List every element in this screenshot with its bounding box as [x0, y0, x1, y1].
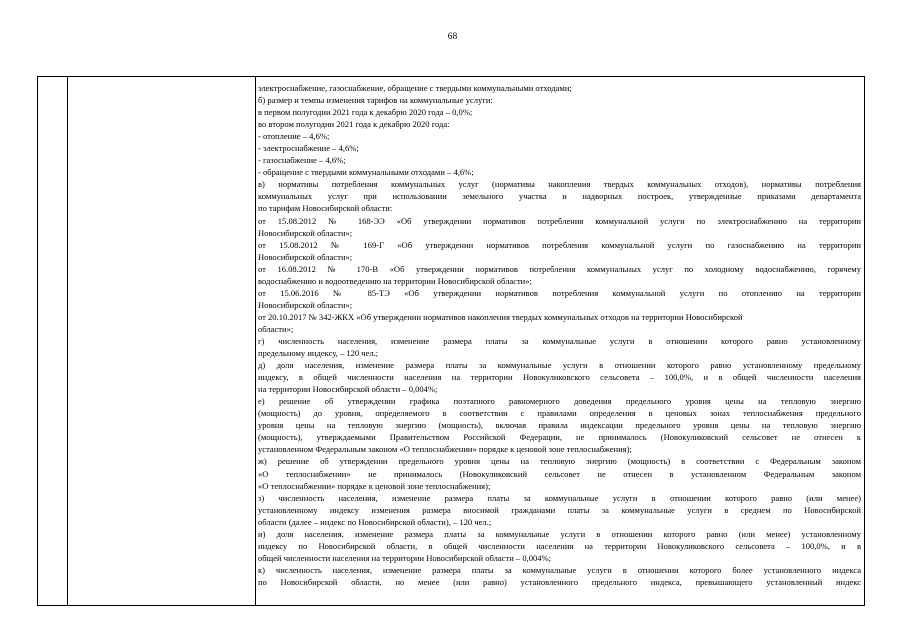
text-line: установленному индексу изменения размера вносимой гражданами платы за коммунальные услуги в среднем по Новосибирской	[258, 504, 861, 515]
page-number: 68	[447, 32, 458, 42]
text-line: водоснабжению и водоотведению на территории Новосибирской области»;	[258, 275, 532, 286]
text-line: от 15.06.2016 № 85-ТЭ «Об утверждении нормативов потребления коммунальной услуги по отоплению на территории	[258, 287, 861, 298]
table-column-divider-1	[67, 77, 68, 605]
text-line: ж) решение об утверждении предельного уровня цены на тепловую энергию (мощность) в соответствии с Федеральным законом	[258, 456, 861, 467]
text-line: от 16.08.2012 № 170-В «Об утверждении нормативов потребления коммунальных услуг по холодному водоснабжению, горячему	[258, 263, 861, 274]
text-line: (мощность) до уровня, определяемого в соответствии с правилами определения в ценовых зонах теплоснабжения предельного	[258, 408, 861, 419]
text-line: во втором полугодии 2021 года к декабрю 2020 года:	[258, 119, 450, 130]
text-line: е) решение об утверждении графика поэтапного равномерного доведения предельного уровня цены на тепловую энергию	[258, 396, 861, 407]
text-line: области (далее – индекс по Новосибирской области), – 120 чел.;	[258, 516, 492, 527]
text-line: «О теплоснабжении» порядке к ценовой зоне теплоснабжения);	[258, 480, 491, 491]
document-table	[37, 76, 865, 606]
text-line: по Новосибирской области, но менее (или равно) установленного предельного индекса, превышающего установленный индекс	[258, 576, 861, 587]
text-line: «О теплоснабжении» не принималось (Новокуликовский сельсовет не отнесен в установленном Федеральным законом	[258, 468, 861, 479]
text-line: в) нормативы потребления коммунальных услуг (нормативы накопления твердых коммунальных отходов), нормативы потребления	[258, 179, 861, 190]
text-line: области»;	[258, 323, 294, 334]
text-line: предельному индексу, – 120 чел.;	[258, 348, 379, 359]
text-line: индексу по Новосибирской области, в общей численности населения на территории Новокуликовского сельсовета – 100,0%, и в	[258, 540, 861, 551]
text-line: по тарифам Новосибирской области:	[258, 203, 393, 214]
text-line: коммунальных услуг при использовании земельного участка и надворных построек, утвержденные приказами департамента	[258, 191, 861, 202]
text-line: в первом полугодии 2021 года к декабрю 2020 года – 0,0%;	[258, 107, 473, 118]
text-line: (мощность), утверждаемыми Правительством Российской Федерации, не принималось (Новокуликовский сельсовет не отнесен к	[258, 432, 861, 443]
text-line: электроснабжение, газоснабжение, обращение с твердыми коммунальными отходами;	[258, 83, 572, 93]
text-line: д) доля населения, изменение размера платы за коммунальные услуги в отношении которого равно установленному предельному	[258, 360, 861, 371]
text-line: Новосибирской области»;	[258, 299, 353, 310]
text-line: установленном Федеральным законом «О теплоснабжении» порядке к ценовой зоне теплоснабжения);	[258, 444, 632, 455]
text-line: от 15.08.2012 № 168-ЭЭ «Об утверждении нормативов потребления коммунальной услуги по электроснабжению на территории	[258, 215, 861, 226]
table-cell-text	[258, 82, 861, 588]
table-column-divider-2	[255, 77, 256, 605]
text-line: - электроснабжение – 4,6%;	[258, 143, 359, 154]
text-line: уровня цены на тепловую энергию (мощность), включая правила индексации предельного уровня цены на тепловую энергию	[258, 420, 861, 431]
text-line: г) численность населения, изменение размера платы за коммунальные услуги в отношении которого равно установленному	[258, 335, 861, 346]
text-line: б) размер и темпы изменения тарифов на коммунальные услуги:	[258, 95, 493, 106]
text-line: - отопление – 4,6%;	[258, 131, 330, 142]
text-line: общей численности населения на территории Новосибирской области – 0,004%;	[258, 552, 552, 563]
text-line: - обращение с твердыми коммунальными отходами – 4,6%;	[258, 167, 474, 178]
text-line: Новосибирской области»;	[258, 251, 353, 262]
text-line: от 20.10.2017 № 342-ЖКХ «Об утверждении нормативов накопления твердых коммунальных отходов на территории Новосибирской	[258, 311, 743, 322]
text-line: Новосибирской области»;	[258, 227, 353, 238]
text-line: з) численность населения, изменение размера платы за коммунальные услуги в отношении которого равно (или менее)	[258, 492, 861, 503]
text-line: и) доля населения, изменение размера платы за коммунальные услуги в отношении которого равно (или менее) установленному	[258, 528, 861, 539]
text-line: к) численность населения, изменение размера платы за коммунальные услуги в отношении которого более установленного индекса	[258, 564, 861, 575]
text-line: на территории Новосибирской области – 0,004%;	[258, 384, 438, 395]
text-line: индексу, в общей численности населения на территории Новокуликовского сельсовета – 100,0%, и в общей численности населения	[258, 372, 861, 383]
text-line: от 15.08.2012 № 169-Г «Об утверждении нормативов потребления коммунальной услуги по газоснабжению на территории	[258, 239, 861, 250]
text-line: - газоснабжение – 4,6%;	[258, 155, 346, 166]
